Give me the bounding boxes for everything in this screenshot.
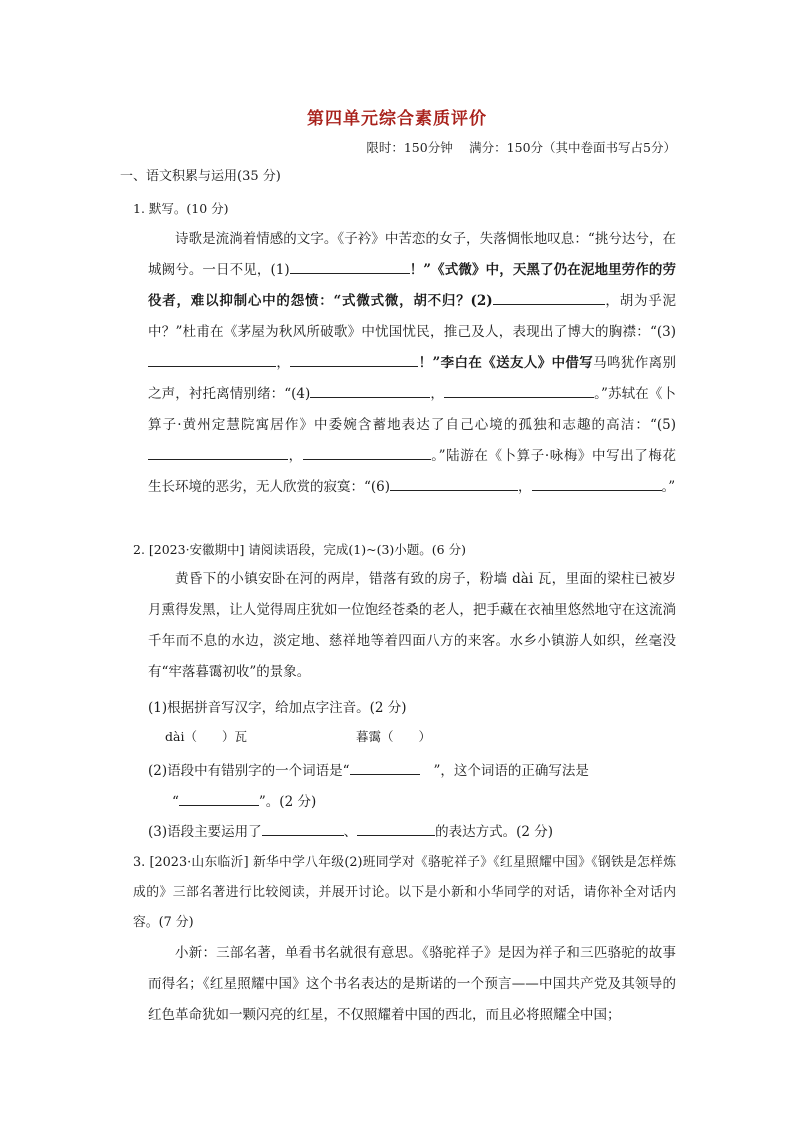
passage-text: 黄昏下的小镇安卧在河的两岸，错落有致的房子，粉墙 dài 瓦，里面的梁柱已被岁月熏得发黑，让人觉得周庄犹如一位饱经苍桑的老人，把手藏在衣袖里悠然地守在这流淌千年而不息的水边，淡定地、慈祥地等着四面八方的来客。水乡小镇游人如织，丝毫没有“牢落暮霭初收”的景象。: [148, 571, 676, 680]
q1-text-part: 诗歌是流淌着情感的文字。《子衿》中苦恋的女子，失落惆怅地叹息：“挑兮达兮，在城阙兮。一日不见，(1): [148, 231, 676, 278]
page-title: 第四单元综合素质评价: [307, 109, 487, 129]
question-3-heading: [133, 848, 676, 938]
blank-4b[interactable]: [444, 383, 594, 398]
blank-expression-1[interactable]: [262, 821, 344, 836]
q2-sub-3-text: 的表达方式。(2 分): [435, 824, 554, 840]
q2-sub-1-word: 暮霭（ ）: [356, 729, 432, 744]
blank-3b[interactable]: [290, 352, 418, 367]
q1-text-part: 。”苏轼在《卜算子·黄州定慧院寓居作》中委婉含蓄地表达了自己心境的孤独和志趣的高洁：“(5): [148, 386, 677, 433]
blank-6b[interactable]: [532, 476, 662, 491]
q2-sub-1-pinyin: dài（ ）瓦: [165, 729, 247, 744]
blank-3a[interactable]: [148, 352, 276, 367]
q1-text-part: 马鸣犹作离别之声，衬托离情别绪：“(4): [148, 355, 677, 402]
q1-text-part: ，: [518, 479, 532, 495]
q2-sub-3-text: (3)语段主要运用了: [148, 824, 262, 840]
q1-text-part: ！”李白在《送友人》中借写: [418, 355, 594, 371]
q2-sub-2-text: (2)语段中有错别字的一个词语是“: [148, 763, 350, 779]
q1-text-part: 。”: [661, 479, 676, 495]
q2-sub-3-text: 、: [343, 824, 358, 840]
blank-6a[interactable]: [390, 476, 518, 491]
q2-sub-2-text: ”，这个词语的正确写法是: [433, 763, 589, 779]
question-1-text: [148, 224, 676, 503]
q2-sub-2-text: “: [172, 794, 179, 810]
blank-5a[interactable]: [148, 445, 288, 460]
exam-info: 限时：150分钟 满分：150分（其中卷面书写占5分）: [366, 140, 676, 155]
q2-sub-1: (1)根据拼音写汉字，给加点字注音。(2 分): [148, 700, 407, 716]
q1-text-part: ！”《式微》中，天黑了仍在泥地里劳作的劳役者，难以抑制心中的怨愤：“式微式微，胡不归？(2): [148, 262, 677, 309]
blank-2[interactable]: [493, 290, 605, 305]
question-3-text: 3. [2023·山东临沂] 新华中学八年级(2)班同学对《骆驼祥子》《红星照耀中国》《钢铁是怎样炼成的》三部名著进行比较阅读，并展开讨论。以下是小新和小华同学的对话，请你补全对话内容。(7 分): [133, 855, 676, 930]
blank-expression-2[interactable]: [357, 821, 435, 836]
blank-wrong-word[interactable]: [350, 760, 420, 775]
blank-5b[interactable]: [303, 445, 431, 460]
dialog-text: 小新：三部名著，单看书名就很有意思。《骆驼祥子》是因为祥子和三匹骆驼的故事而得名；《红星照耀中国》这个书名表达的是斯诺的一个预言——中国共产党及其领导的红色革命犹如一颗闪亮的红星，不仅照耀着中国的西北，而且必将照耀全中国；: [148, 945, 676, 1023]
question-2-passage: [148, 564, 676, 688]
q2-sub-3: [148, 820, 553, 840]
question-2-heading: 2. [2023·安徽期中] 请阅读语段，完成(1)~(3)小题。(6 分): [133, 542, 466, 557]
blank-1[interactable]: [290, 259, 410, 274]
q1-text-part: 。”陆游在《卜算子·咏梅》中写出了梅花生长环境的恶劣，无人欣赏的寂寞：“(6): [148, 448, 676, 495]
blank-correct-word[interactable]: [179, 791, 259, 806]
q1-text-part: ，: [276, 355, 291, 371]
q1-text-part: ，: [430, 386, 444, 402]
question-1-heading: 1. 默写。(10 分): [133, 201, 229, 216]
q1-text-part: ，胡为乎泥中？”杜甫在《茅屋为秋风所破歌》中忧国忧民，推己及人，表现出了博大的胸襟：“(3): [148, 293, 677, 340]
q2-sub-2-cont: [172, 790, 316, 810]
q2-sub-2: [148, 759, 589, 779]
q1-text-part: ，: [288, 448, 303, 464]
q2-sub-2-text: ”。(2 分): [258, 794, 317, 810]
blank-4a[interactable]: [310, 383, 430, 398]
section-heading: 一、语文积累与运用(35 分): [120, 169, 281, 184]
question-3-dialog: [148, 938, 676, 1031]
